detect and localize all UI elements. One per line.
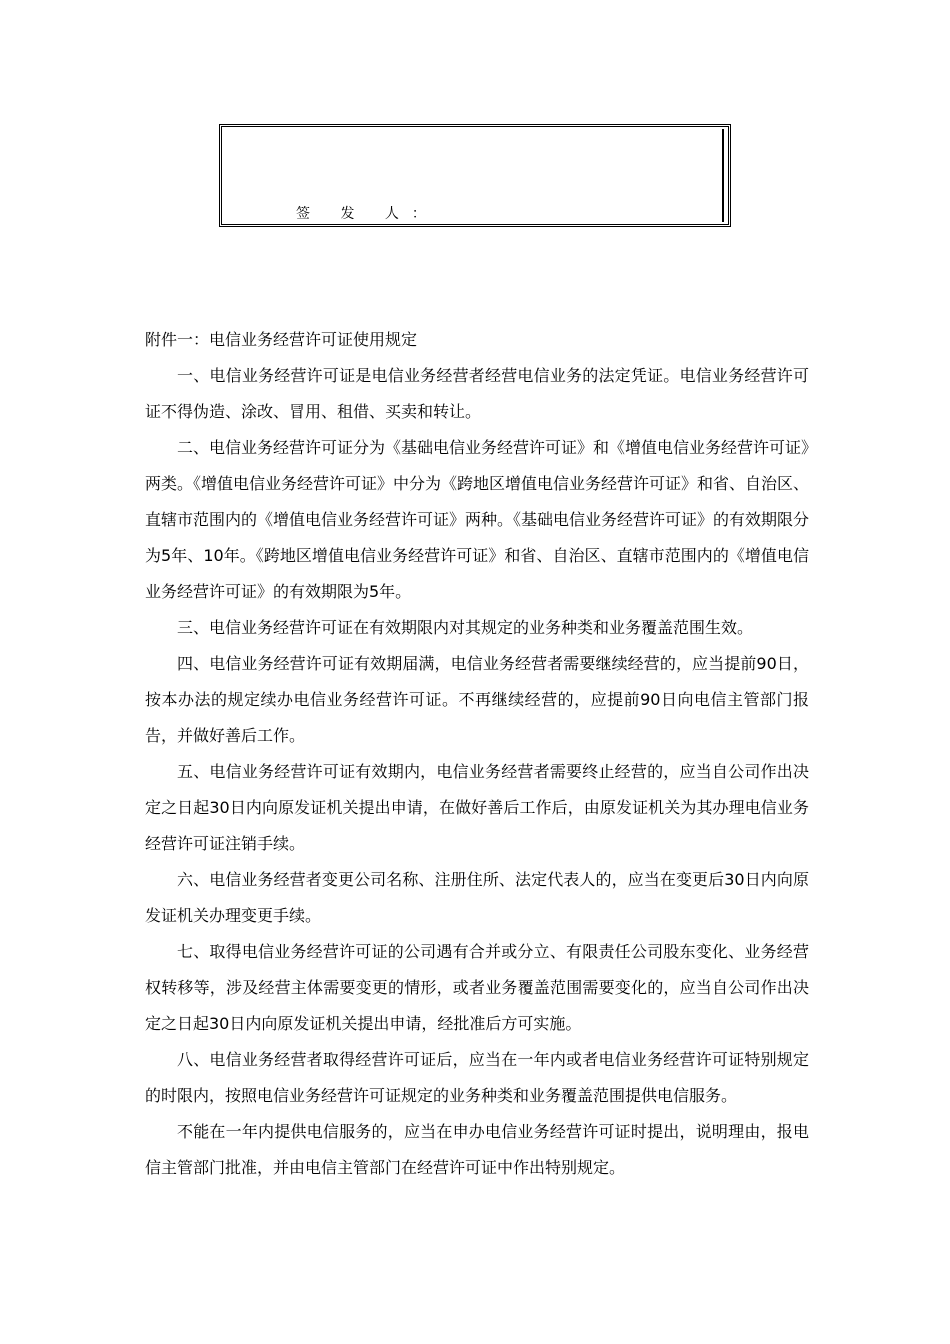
paragraph-9: 不能在一年内提供电信服务的，应当在申办电信业务经营许可证时提出，说明理由，报电信主管部门批准，并由电信主管部门在经营许可证中作出特别规定。 (145, 1122, 809, 1177)
attachment-title: 附件一：电信业务经营许可证使用规定 (145, 330, 418, 349)
signature-box (219, 124, 731, 227)
document-body (145, 322, 809, 1186)
paragraph-3: 三、电信业务经营许可证在有效期限内对其规定的业务种类和业务覆盖范围生效。 (177, 618, 754, 637)
paragraph-2: 二、电信业务经营许可证分为《基础电信业务经营许可证》和《增值电信业务经营许可证》两类。《增值电信业务经营许可证》中分为《跨地区增值电信业务经营许可证》和省、自治区、直辖市范围内的《增值电信业务经营许可证》两种。《基础电信业务经营许可证》的有效期限分为5年、10年。《跨地区增值电信业务经营许可证》和省、自治区、直辖市范围内的《增值电信业务经营许可证》的有效期限为5年。 (145, 438, 810, 601)
signer-label: 签 发 人： (296, 206, 439, 222)
paragraph-6: 六、电信业务经营者变更公司名称、注册住所、法定代表人的，应当在变更后30日内向原发证机关办理变更手续。 (145, 870, 809, 925)
paragraph-1: 一、电信业务经营许可证是电信业务经营者经营电信业务的法定凭证。电信业务经营许可证不得伪造、涂改、冒用、租借、买卖和转让。 (145, 366, 809, 421)
paragraph-7: 七、取得电信业务经营许可证的公司遇有合并或分立、有限责任公司股东变化、业务经营权转移等，涉及经营主体需要变更的情形，或者业务覆盖范围需要变化的，应当自公司作出决定之日起30日内向原发证机关提出申请，经批准后方可实施。 (145, 942, 809, 1033)
box-inner-rule (722, 129, 724, 222)
paragraph-8: 八、电信业务经营者取得经营许可证后，应当在一年内或者电信业务经营许可证特别规定的时限内，按照电信业务经营许可证规定的业务种类和业务覆盖范围提供电信服务。 (145, 1050, 809, 1105)
paragraph-4: 四、电信业务经营许可证有效期届满，电信业务经营者需要继续经营的，应当提前90日，按本办法的规定续办电信业务经营许可证。不再继续经营的，应提前90日向电信主管部门报告，并做好善后工作。 (145, 654, 809, 745)
paragraph-5: 五、电信业务经营许可证有效期内，电信业务经营者需要终止经营的，应当自公司作出决定之日起30日内向原发证机关提出申请，在做好善后工作后，由原发证机关为其办理电信业务经营许可证注销手续。 (145, 762, 809, 853)
